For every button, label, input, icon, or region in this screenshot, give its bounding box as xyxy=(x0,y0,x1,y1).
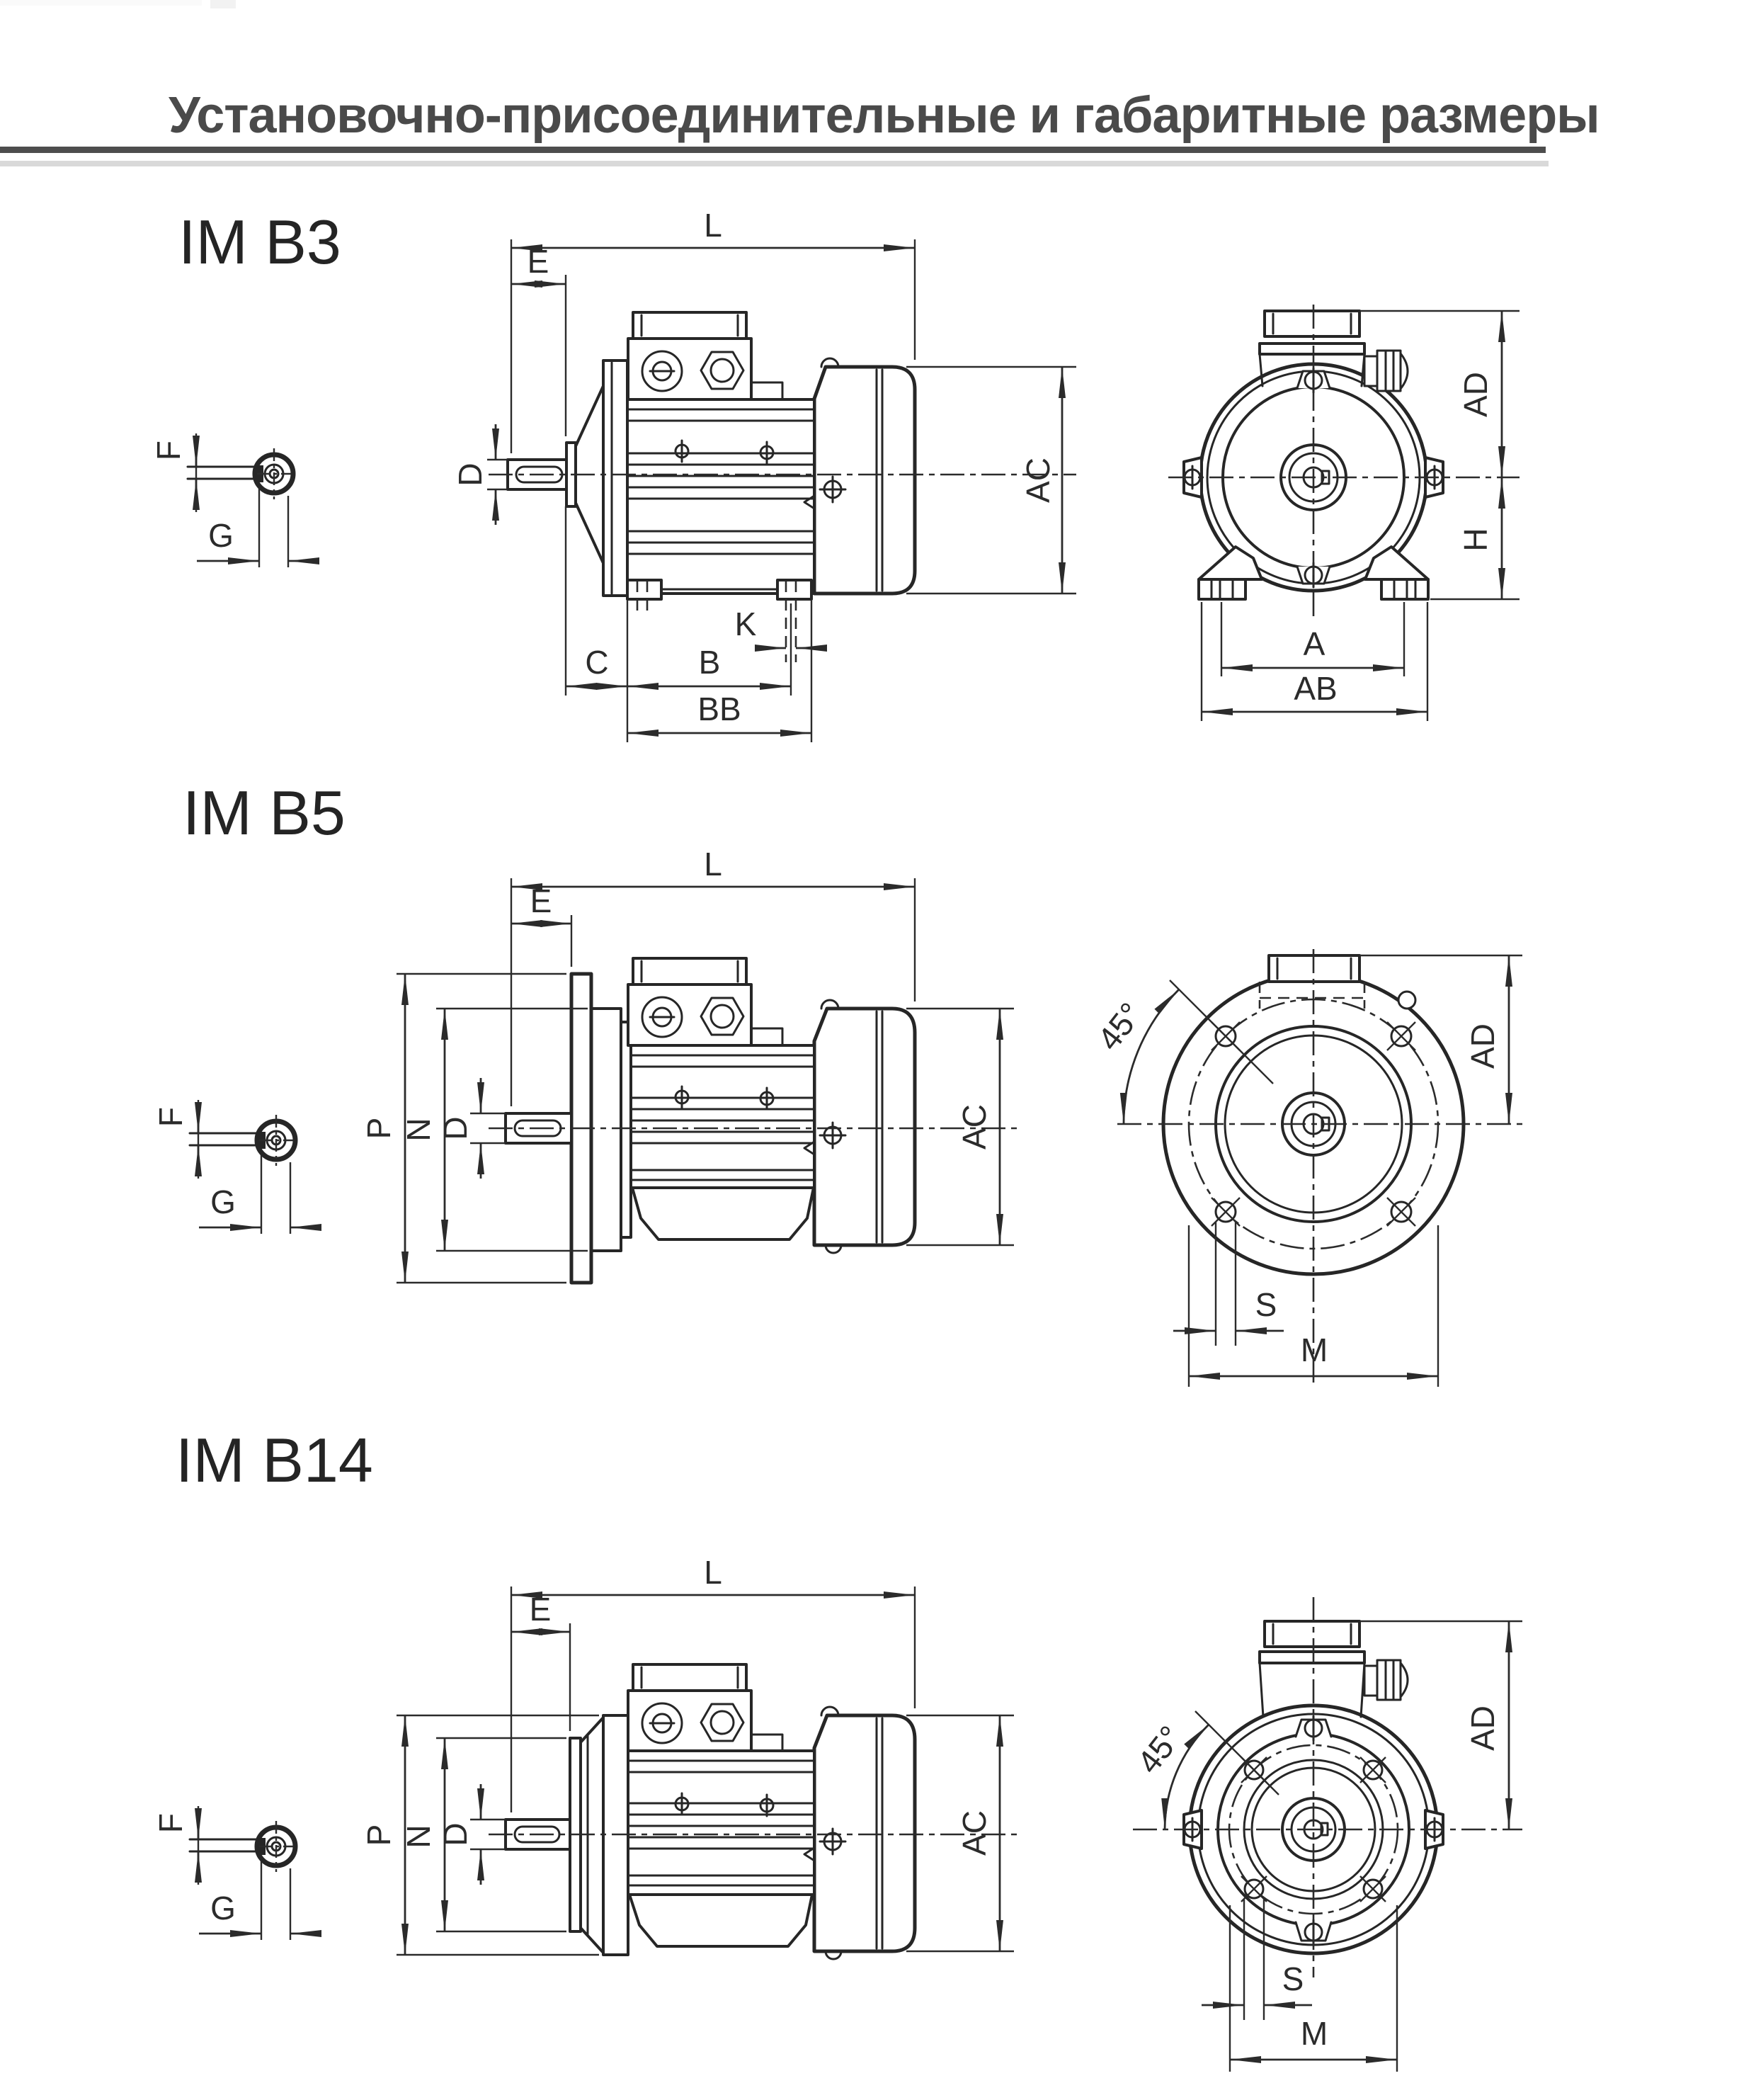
im-b14-front-view xyxy=(1129,1597,1522,2072)
dim-label-g: G xyxy=(210,1184,236,1220)
terminal-box-cap xyxy=(1265,311,1359,336)
flange-hub xyxy=(591,1009,621,1251)
im-b3-shaft-end-view xyxy=(150,433,310,567)
belly xyxy=(632,1188,814,1239)
terminal-box-base xyxy=(1260,1652,1364,1663)
dim-label-e: E xyxy=(530,882,552,919)
dim-label-c: C xyxy=(585,644,609,681)
im-b5-side-view xyxy=(360,846,1020,1283)
belly xyxy=(629,1895,812,1946)
dim-label-n: N xyxy=(400,1824,437,1849)
im-b5-front-view xyxy=(1090,949,1522,1387)
dim-label-d: D xyxy=(437,1116,474,1140)
dim-label-p: P xyxy=(360,1117,397,1140)
dim-label-45deg: 45° xyxy=(1090,995,1150,1057)
im-b14-shaft-end-view xyxy=(152,1806,312,1940)
im-b5-shaft-end-view xyxy=(152,1100,312,1234)
dim-label-l: L xyxy=(704,1554,722,1591)
dim-label-b: B xyxy=(698,644,721,681)
foot-web-right xyxy=(1365,547,1428,579)
dim-label-ad: AD xyxy=(1457,372,1494,417)
dim-label-l: L xyxy=(704,846,722,882)
fan-cover xyxy=(814,367,915,594)
im-b3-side-view xyxy=(452,207,1076,742)
section-label-im-b5: IM B5 xyxy=(183,778,346,848)
dim-label-d: D xyxy=(437,1822,474,1846)
dim-label-d: D xyxy=(452,462,489,487)
gland-body xyxy=(1377,351,1401,391)
dim-label-l: L xyxy=(704,207,722,244)
shield-flange xyxy=(603,361,627,596)
im-b3-front-view xyxy=(1168,305,1520,721)
gland-body xyxy=(1377,1660,1401,1700)
dim-label-45deg: 45° xyxy=(1129,1718,1190,1781)
gland-neck xyxy=(1364,356,1377,386)
terminal-box-cap xyxy=(633,1664,746,1691)
dim-label-ac: AC xyxy=(956,1104,993,1150)
gland-stub xyxy=(1398,992,1415,1009)
foot-rear xyxy=(777,580,811,599)
dim-label-ab: AB xyxy=(1294,670,1338,707)
dim-label-p: P xyxy=(360,1824,397,1846)
dim-label-g: G xyxy=(208,517,234,554)
foot-front xyxy=(627,580,661,599)
dim-label-f: F xyxy=(152,1106,189,1128)
foot-web-left xyxy=(1199,547,1262,579)
motor-body xyxy=(627,399,814,594)
section-im-b3 xyxy=(150,207,1520,742)
gland-plug-hex xyxy=(701,352,743,389)
dim-label-h: H xyxy=(1457,528,1494,552)
section-label-im-b3: IM B3 xyxy=(178,207,341,277)
terminal-box-cap xyxy=(633,958,746,984)
dim-label-m: M xyxy=(1300,1332,1328,1368)
key-end xyxy=(1321,1823,1328,1835)
im-b14-side-view xyxy=(360,1554,1020,1959)
dim-label-a: A xyxy=(1303,625,1325,662)
dim-label-e: E xyxy=(527,243,549,280)
dim-label-f: F xyxy=(152,1812,189,1834)
section-im-b14 xyxy=(152,1425,1522,2072)
dim-label-m: M xyxy=(1300,2015,1328,2052)
gland-neck xyxy=(1364,1666,1377,1696)
dim-label-ac: AC xyxy=(956,1810,993,1856)
dim-label-ac: AC xyxy=(1020,458,1056,503)
foot-pad-left xyxy=(1199,579,1245,599)
terminal-box-cap xyxy=(633,312,746,339)
terminal-box-cap xyxy=(1265,1621,1359,1647)
dim-label-k: K xyxy=(734,606,757,642)
dim-label-f: F xyxy=(150,440,187,461)
dim-label-ad: AD xyxy=(1464,1705,1501,1751)
dim-label-s: S xyxy=(1255,1286,1277,1323)
dim-label-n: N xyxy=(400,1118,437,1142)
section-label-im-b14: IM B14 xyxy=(176,1425,373,1495)
terminal-box-base xyxy=(1260,344,1364,354)
dim-label-g: G xyxy=(210,1890,236,1926)
dim-label-e: E xyxy=(529,1591,552,1628)
dim-label-ad: AD xyxy=(1464,1023,1501,1069)
section-im-b5 xyxy=(152,778,1522,1387)
dim-label-bb: BB xyxy=(697,691,741,727)
page-title: Установочно-присоединительные и габаритные размеры xyxy=(169,87,1600,144)
foot-pad-right xyxy=(1381,579,1428,599)
dim-label-s: S xyxy=(1282,1960,1304,1997)
